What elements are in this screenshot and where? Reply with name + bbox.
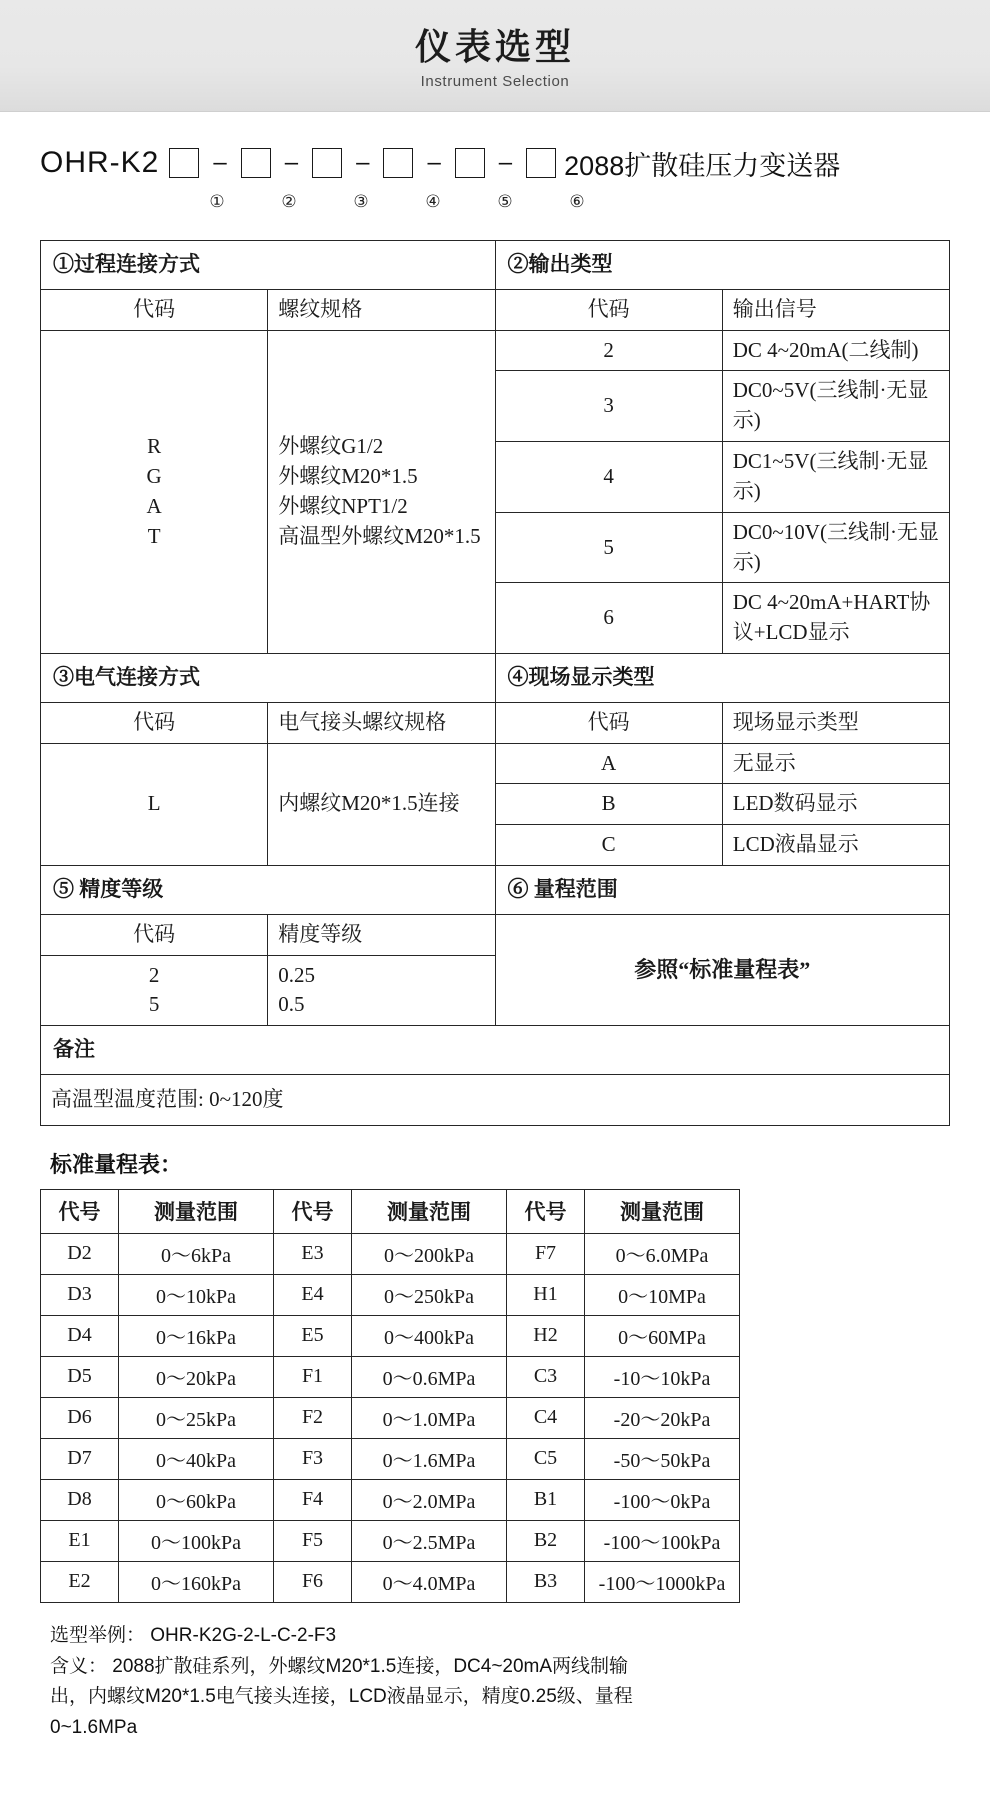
s4-code-1: B (495, 784, 722, 825)
range-cell: E4 (274, 1274, 352, 1315)
range-cell: D7 (41, 1438, 119, 1479)
range-cell: 0～6.0MPa (585, 1233, 740, 1274)
specification-table (40, 240, 950, 1126)
range-cell: 0～2.5MPa (352, 1520, 507, 1561)
section-5-col-desc: 精度等级 (268, 914, 495, 955)
s4-code-0: A (495, 743, 722, 784)
range-cell: -100～1000kPa (585, 1561, 740, 1602)
table-row (41, 1356, 740, 1397)
section-2-col-code: 代码 (495, 289, 722, 330)
range-cell: 0～1.6MPa (352, 1438, 507, 1479)
model-code-row (40, 140, 990, 186)
range-cell: C5 (507, 1438, 585, 1479)
model-dash-4: – (427, 149, 441, 176)
range-cell: 0～60MPa (585, 1315, 740, 1356)
table-row (41, 1561, 740, 1602)
range-cell: H2 (507, 1315, 585, 1356)
model-suffix: 2088扩散硅压力变送器 (564, 150, 841, 181)
note-line-3: 出，内螺纹M20*1.5电气接头连接，LCD液晶显示，精度0.25级、量程 (50, 1686, 633, 1708)
s2-desc-2: DC1~5V(三线制·无显示) (722, 442, 949, 513)
note-line-2: 含义： 2088扩散硅系列，外螺纹M20*1.5连接，DC4~20mA两线制输 (50, 1655, 629, 1677)
table-header-row (41, 1189, 740, 1233)
s1-desc-1: 外螺纹M20*1.5 (278, 463, 418, 488)
range-cell: -100～0kPa (585, 1479, 740, 1520)
s5-descs (268, 955, 495, 1026)
s5-desc-0: 0.25 (278, 962, 315, 987)
section-4-heading: ④现场显示类型 (495, 653, 950, 702)
section-4-col-desc: 现场显示类型 (722, 702, 949, 743)
range-header-2: 代号 (274, 1189, 352, 1233)
s1-code-2: A (146, 493, 162, 518)
range-header-3: 测量范围 (352, 1189, 507, 1233)
range-cell: B1 (507, 1479, 585, 1520)
table-row (41, 1315, 740, 1356)
range-cell: 0～10kPa (119, 1274, 274, 1315)
code-box-6[interactable] (526, 148, 556, 178)
range-header-4: 代号 (507, 1189, 585, 1233)
section-6-heading: ⑥ 量程范围 (495, 866, 950, 915)
marker-1: ① (209, 192, 225, 211)
s2-desc-3: DC0~10V(三线制·无显示) (722, 512, 949, 583)
range-cell: 0～2.0MPa (352, 1479, 507, 1520)
page-title: 仪表选型 (414, 26, 575, 68)
range-cell: F6 (274, 1561, 352, 1602)
marker-5: ⑤ (497, 192, 513, 211)
table-row (41, 330, 950, 371)
range-cell: D5 (41, 1356, 119, 1397)
s2-desc-4: DC 4~20mA+HART协议+LCD显示 (722, 583, 949, 654)
range-cell: E2 (41, 1561, 119, 1602)
note-line-4: 0~1.6MPa (50, 1717, 138, 1739)
model-dash-5: – (498, 149, 513, 176)
table-row (41, 1026, 950, 1075)
range-cell: 0～250kPa (352, 1274, 507, 1315)
section-3-col-code: 代码 (41, 702, 268, 743)
range-cell: 0～400kPa (352, 1315, 507, 1356)
code-box-3[interactable] (312, 148, 342, 178)
remark-heading: 备注 (41, 1026, 950, 1075)
table-row (41, 1438, 740, 1479)
range-cell: 0～4.0MPa (352, 1561, 507, 1602)
range-cell: 0～16kPa (119, 1315, 274, 1356)
range-cell: D6 (41, 1397, 119, 1438)
range-cell: F7 (507, 1233, 585, 1274)
model-code-area (0, 140, 990, 228)
range-cell: 0～60kPa (119, 1479, 274, 1520)
range-cell: F5 (274, 1520, 352, 1561)
range-cell: 0～200kPa (352, 1233, 507, 1274)
range-cell: F1 (274, 1356, 352, 1397)
marker-6: ⑥ (569, 192, 585, 211)
table-row (41, 866, 950, 915)
range-header-0: 代号 (41, 1189, 119, 1233)
section-1-descs (268, 330, 495, 653)
range-cell: E5 (274, 1315, 352, 1356)
s3-code: L (41, 743, 268, 865)
s4-desc-0: 无显示 (722, 743, 949, 784)
s5-codes (41, 955, 268, 1026)
model-dash-3: – (356, 149, 370, 176)
range-cell: D3 (41, 1274, 119, 1315)
s2-code-3: 5 (495, 512, 722, 583)
remark-body: 高温型温度范围: 0~120度 (41, 1075, 950, 1126)
s5-code-1: 5 (148, 992, 160, 1017)
table-row (41, 914, 950, 955)
marker-2: ② (281, 192, 297, 211)
range-cell: 0～160kPa (119, 1561, 274, 1602)
table-row (41, 1075, 950, 1126)
section-4-col-code: 代码 (495, 702, 722, 743)
range-cell: 0～10MPa (585, 1274, 740, 1315)
section-5-heading: ⑤ 精度等级 (41, 866, 496, 915)
page-header (0, 0, 990, 112)
s4-desc-1: LED数码显示 (722, 784, 949, 825)
range-cell: -10～10kPa (585, 1356, 740, 1397)
range-cell: F4 (274, 1479, 352, 1520)
range-cell: D8 (41, 1479, 119, 1520)
section-1-codes (41, 330, 268, 653)
range-cell: 0～20kPa (119, 1356, 274, 1397)
selection-example-notes (50, 1621, 930, 1744)
table-row (41, 653, 950, 702)
range-cell: B2 (507, 1520, 585, 1561)
section-2-col-desc: 输出信号 (722, 289, 949, 330)
table-row (41, 1233, 740, 1274)
s1-desc-2: 外螺纹NPT1/2 (278, 493, 408, 518)
section-2-heading: ②输出类型 (495, 241, 950, 290)
s5-desc-1: 0.5 (278, 992, 305, 1017)
s5-code-0: 2 (148, 962, 160, 987)
range-cell: 0～1.0MPa (352, 1397, 507, 1438)
table-row (41, 1479, 740, 1520)
range-cell: C4 (507, 1397, 585, 1438)
marker-3: ③ (353, 192, 369, 211)
range-header-1: 测量范围 (119, 1189, 274, 1233)
range-cell: 0～6kPa (119, 1233, 274, 1274)
s1-code-0: R (147, 434, 162, 459)
range-cell: E1 (41, 1520, 119, 1561)
range-cell: -50～50kPa (585, 1438, 740, 1479)
s2-code-0: 2 (495, 330, 722, 371)
s2-code-4: 6 (495, 583, 722, 654)
section-3-col-desc: 电气接头螺纹规格 (268, 702, 495, 743)
s1-desc-3: 高温型外螺纹M20*1.5 (278, 523, 481, 548)
range-cell: B3 (507, 1561, 585, 1602)
note-line-1: 选型举例： OHR-K2G-2-L-C-2-F3 (50, 1624, 337, 1646)
code-box-5[interactable] (455, 148, 485, 178)
section-3-heading: ③电气连接方式 (41, 653, 496, 702)
range-cell: F2 (274, 1397, 352, 1438)
table-row (41, 241, 950, 290)
model-dash-2: – (284, 149, 299, 176)
table-row (41, 1397, 740, 1438)
range-cell: C3 (507, 1356, 585, 1397)
range-cell: F3 (274, 1438, 352, 1479)
s2-code-1: 3 (495, 371, 722, 442)
range-cell: 0～25kPa (119, 1397, 274, 1438)
range-cell: -100～100kPa (585, 1520, 740, 1561)
model-prefix: OHR-K2 (40, 146, 160, 179)
s1-code-3: T (147, 523, 161, 548)
s1-desc-0: 外螺纹G1/2 (278, 434, 384, 459)
range-table-title: 标准量程表： (50, 1151, 183, 1177)
section-1-heading: ①过程连接方式 (41, 241, 496, 290)
range-cell: 0～40kPa (119, 1438, 274, 1479)
table-row (41, 702, 950, 743)
model-marker-row (40, 192, 990, 212)
s2-desc-1: DC0~5V(三线制·无显示) (722, 371, 949, 442)
table-row (41, 289, 950, 330)
model-dash-1: – (213, 149, 227, 176)
s4-desc-2: LCD液晶显示 (722, 825, 949, 866)
s2-desc-0: DC 4~20mA(二线制) (722, 330, 949, 371)
s4-code-2: C (495, 825, 722, 866)
code-box-4[interactable] (383, 148, 413, 178)
s1-code-1: G (146, 463, 162, 488)
table-row (41, 1274, 740, 1315)
code-box-2[interactable] (241, 148, 271, 178)
range-cell: H1 (507, 1274, 585, 1315)
range-cell: E3 (274, 1233, 352, 1274)
marker-4: ④ (425, 192, 441, 211)
range-cell: D4 (41, 1315, 119, 1356)
s3-desc: 内螺纹M20*1.5连接 (268, 743, 495, 865)
s2-code-2: 4 (495, 442, 722, 513)
range-cell: 0～0.6MPa (352, 1356, 507, 1397)
section-6-body: 参照“标准量程表” (495, 914, 950, 1025)
range-cell: -20～20kPa (585, 1397, 740, 1438)
range-cell: 0～100kPa (119, 1520, 274, 1561)
section-1-col-desc: 螺纹规格 (268, 289, 495, 330)
code-box-1[interactable] (169, 148, 199, 178)
section-1-col-code: 代码 (41, 289, 268, 330)
page-subtitle: Instrument Selection (420, 72, 570, 90)
range-header-5: 测量范围 (585, 1189, 740, 1233)
table-row (41, 1520, 740, 1561)
range-cell: D2 (41, 1233, 119, 1274)
section-5-col-code: 代码 (41, 914, 268, 955)
standard-range-table (40, 1189, 740, 1603)
table-row (41, 743, 950, 784)
